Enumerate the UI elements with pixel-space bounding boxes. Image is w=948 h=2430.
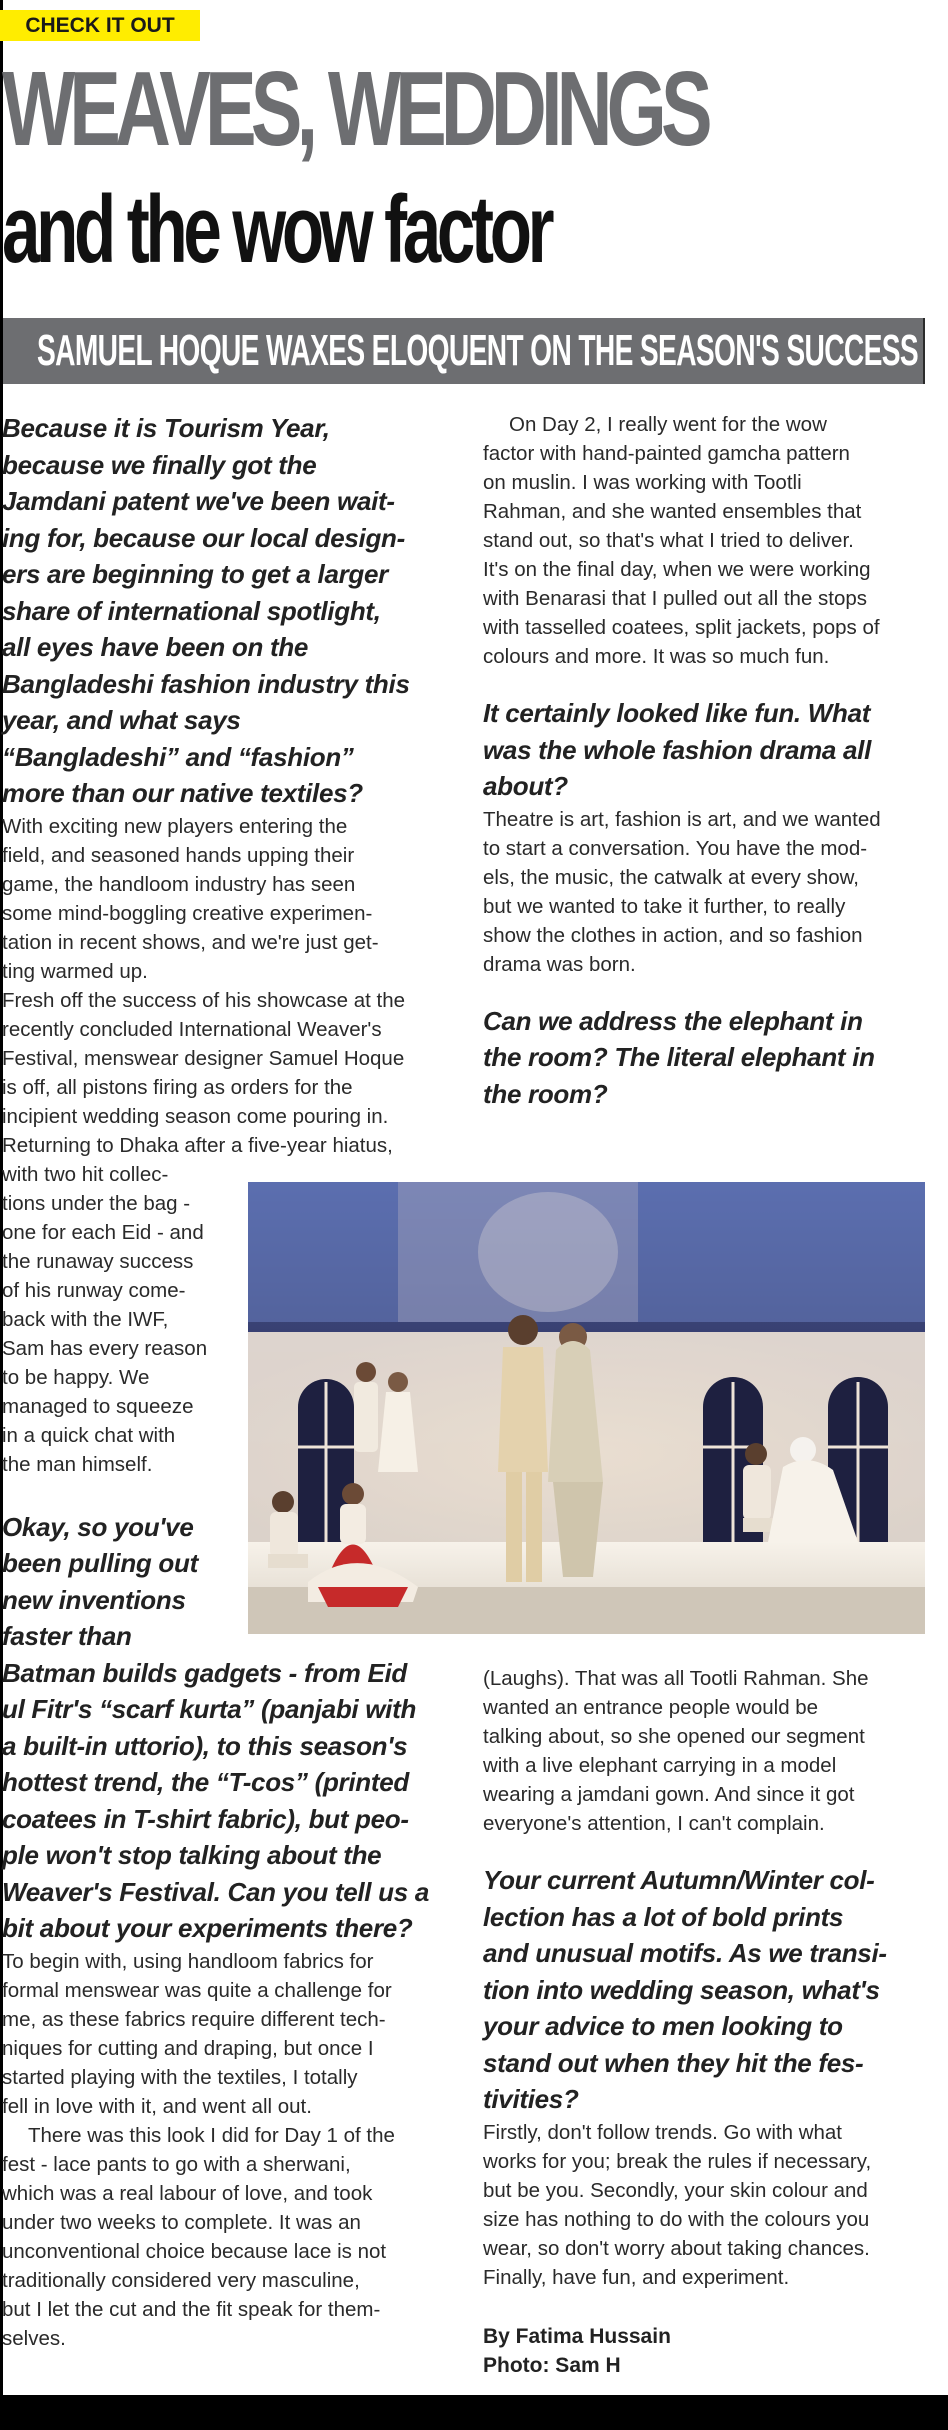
text-line: managed to squeeze [2, 1394, 194, 1418]
text-line: one for each Eid - and [2, 1220, 204, 1244]
text-line: works for you; break the rules if necessary, [483, 2149, 872, 2173]
text-line: me, as these fabrics require different tech- [2, 2007, 386, 2031]
text-line: field, and seasoned hands upping their [2, 843, 355, 867]
text-line: It's on the final day, when we were working [483, 558, 871, 581]
question-line: ple won't stop talking about the [2, 1840, 382, 1870]
text-line: recently concluded International Weaver's [2, 1017, 382, 1041]
bottom-bar [0, 2395, 948, 2430]
text-line: Returning to Dhaka after a five-year hiatus, [2, 1133, 393, 1157]
text-line: factor with hand-painted gamcha pattern [483, 442, 850, 465]
photo-credit: Photo: Sam H [483, 2353, 621, 2377]
text-line: of his runway come- [2, 1278, 186, 1302]
question-4 [483, 1862, 923, 2118]
text-line: on muslin. I was working with Tootli [483, 471, 802, 494]
text-line: back with the IWF, [2, 1307, 169, 1331]
question-line: ul Fitr's “scarf kurta” (panjabi with [2, 1694, 417, 1724]
text-line: colours and more. It was so much fun. [483, 645, 830, 668]
question-line: bit about your experiments there? [2, 1913, 413, 1943]
text-line: niques for cutting and draping, but once I [2, 2036, 374, 2060]
question-line: the room? The literal elephant in [483, 1042, 875, 1072]
question-line: about? [483, 771, 568, 801]
intro-line: year, and what says [2, 705, 241, 735]
headline-line-2: and the wow factor [2, 176, 551, 283]
question-3 [483, 1003, 923, 1113]
question-line: tivities? [483, 2084, 579, 2114]
question-line: your advice to men looking to [483, 2011, 843, 2041]
question-line: tion into wedding season, what's [483, 1974, 880, 2005]
text-line: Fresh off the success of his showcase at the [2, 988, 405, 1012]
intro-line: Because it is Tourism Year, [2, 413, 330, 443]
text-line: drama was born. [483, 952, 636, 976]
right-column-bottom [483, 1664, 923, 2380]
paragraph [2, 812, 442, 986]
question-line: the room? [483, 1078, 608, 1109]
question-line: coatees in T-shirt fabric), but peo- [2, 1803, 409, 1834]
intro-line: ers are beginning to get a larger [2, 559, 388, 589]
answer-1-continued [2, 2121, 442, 2353]
text-line: wanted an entrance people would be [483, 1696, 819, 1719]
question-line: Can we address the elephant in [483, 1005, 863, 1036]
text-line: fest - lace pants to go with a sherwani, [2, 2152, 351, 2176]
deck-bar [3, 318, 925, 384]
answer-1 [2, 1947, 442, 2121]
right-column-top [483, 410, 923, 1112]
text-line: wear, so don't worry about taking chances. [483, 2236, 870, 2260]
text-line: With exciting new players entering the [2, 814, 348, 838]
text-line: formal menswear was quite a challenge for [2, 1978, 392, 2002]
answer-3 [483, 1664, 923, 1838]
question-line: a built-in uttorio), to this season's [2, 1730, 408, 1761]
question-line: Weaver's Festival. Can you tell us a [2, 1876, 429, 1907]
text-line: with two hit collec- [2, 1162, 169, 1186]
question-line: Batman builds gadgets - from Eid [2, 1657, 407, 1688]
text-line: but we wanted to take it further, to really [483, 894, 846, 918]
answer-2 [483, 805, 923, 979]
text-line: unconventional choice because lace is not [2, 2239, 387, 2263]
text-line: Rahman, and she wanted ensembles that [483, 500, 862, 523]
answer-1-day-2 [483, 410, 923, 671]
intro-line: Bangladeshi fashion industry this [2, 668, 410, 699]
question-line: new inventions [2, 1584, 186, 1615]
text-line: incipient wedding season come pouring in. [2, 1104, 389, 1128]
text-line: selves. [2, 2326, 66, 2350]
text-line: Firstly, don't follow trends. Go with what [483, 2120, 843, 2144]
text-line: but I let the cut and the fit speak for them- [2, 2297, 381, 2321]
text-line: under two weeks to complete. It was an [2, 2210, 361, 2234]
runway-photo-illustration [248, 1182, 925, 1634]
question-line: been pulling out [2, 1548, 198, 1578]
text-line: is off, all pistons firing as orders for the [2, 1075, 353, 1099]
text-line: which was a real labour of love, and took [2, 2181, 373, 2205]
deck-text: SAMUEL HOQUE WAXES ELOQUENT ON THE SEASON'S SUCCESS [37, 326, 919, 375]
text-line: Theatre is art, fashion is art, and we wanted [483, 807, 881, 831]
intro-line: share of international spotlight, [2, 595, 381, 626]
answer-4 [483, 2118, 923, 2292]
text-line: stand out, so that's what I tried to deliver. [483, 529, 854, 552]
runway-photo [248, 1182, 925, 1634]
question-line: It certainly looked like fun. What [483, 698, 871, 728]
text-line: started playing with the textiles, I totally [2, 2065, 358, 2089]
text-line: Sam has every reason [2, 1336, 208, 1360]
question-line: faster than [2, 1621, 132, 1651]
byline: By Fatima Hussain [483, 2324, 671, 2348]
text-line: talking about, so she opened our segment [483, 1725, 865, 1748]
question-line: hottest trend, the “T-cos” (printed [2, 1767, 409, 1797]
text-line: tation in recent shows, and we're just get- [2, 930, 379, 954]
text-line: On Day 2, I really went for the wow [509, 413, 827, 436]
text-line: game, the handloom industry has seen [2, 872, 356, 896]
text-line: tions under the bag - [2, 1191, 191, 1215]
text-line: (Laughs). That was all Tootli Rahman. She [483, 1667, 869, 1690]
question-2 [483, 695, 923, 805]
text-line: Finally, have fun, and experiment. [483, 2265, 790, 2289]
question-line: lection has a lot of bold prints [483, 1901, 844, 1932]
text-line: the runaway success [2, 1249, 194, 1273]
text-line: but be you. Secondly, your skin colour and [483, 2178, 868, 2202]
intro-line: “Bangladeshi” and “fashion” [2, 741, 354, 772]
intro-line: ing for, because our local design- [2, 522, 405, 553]
question-line: Okay, so you've [2, 1511, 194, 1542]
text-line: ting warmed up. [2, 959, 148, 983]
text-line: with tasselled coatees, split jackets, pops of [483, 616, 880, 639]
text-line: with a live elephant carrying in a model [483, 1754, 837, 1777]
intro-paragraph [2, 410, 442, 812]
question-line: Your current Autumn/Winter col- [483, 1865, 875, 1895]
text-line: some mind-boggling creative experimen- [2, 901, 373, 925]
text-line: to be happy. We [2, 1365, 150, 1389]
intro-line: all eyes have been on the [2, 632, 309, 662]
text-line: To begin with, using handloom fabrics for [2, 1949, 374, 1973]
question-line: stand out when they hit the fes- [483, 2047, 864, 2078]
intro-line: Jamdani patent we've been wait- [2, 486, 395, 516]
text-line: everyone's attention, I can't complain. [483, 1812, 825, 1835]
text-line: size has nothing to do with the colours you [483, 2207, 870, 2231]
text-line: There was this look I did for Day 1 of the [28, 2123, 395, 2147]
text-line: with Benarasi that I pulled out all the stops [483, 587, 868, 610]
text-line: in a quick chat with [2, 1423, 176, 1447]
question-line: was the whole fashion drama all [483, 734, 872, 765]
intro-line: more than our native textiles? [2, 778, 363, 808]
text-line: to start a conversation. You have the mod- [483, 836, 868, 860]
text-line: traditionally considered very masculine, [2, 2268, 360, 2292]
intro-line: because we finally got the [2, 449, 317, 480]
text-line: fell in love with it, and went all out. [2, 2094, 312, 2118]
text-line: the man himself. [2, 1452, 153, 1476]
text-line: els, the music, the catwalk at every show, [483, 865, 859, 889]
text-line: show the clothes in action, and so fashion [483, 923, 863, 947]
text-line: wearing a jamdani gown. And since it got [483, 1783, 855, 1806]
headline-line-1: WEAVES, WEDDINGS [2, 50, 707, 168]
question-line: and unusual motifs. As we transi- [483, 1938, 887, 1968]
kicker-label: CHECK IT OUT [0, 10, 200, 41]
text-line: Festival, menswear designer Samuel Hoque [2, 1046, 405, 1070]
